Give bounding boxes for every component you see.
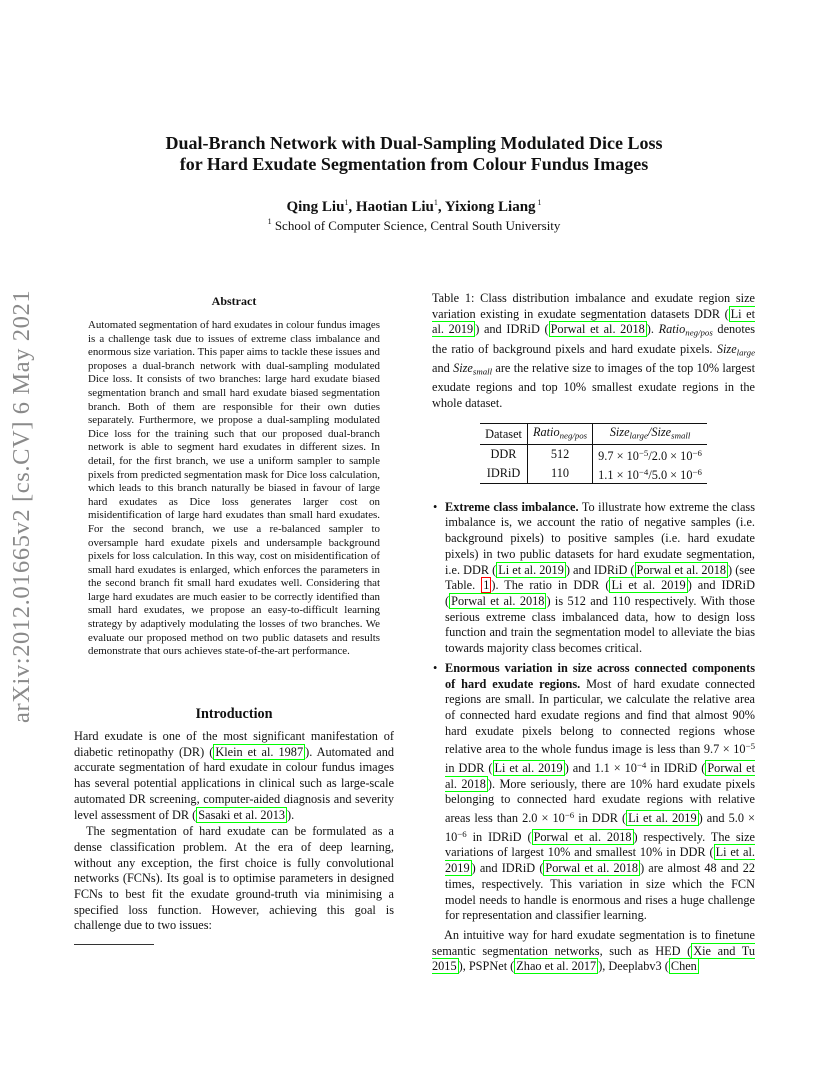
author-separator: , bbox=[437, 199, 445, 215]
text-run: small bbox=[472, 366, 493, 377]
list-item bbox=[432, 500, 755, 657]
citation-link[interactable]: Li et al. 2019 bbox=[445, 845, 756, 876]
text-run: Ratio bbox=[658, 322, 686, 337]
text-run: ). More seriously, there are 10% hard exudate pixels belonging to connected hard exudate regions with relative areas less than 2.0 × 10 bbox=[445, 776, 755, 826]
text-run: in DDR ( bbox=[445, 760, 493, 775]
text-run: /2.0 × 10 bbox=[648, 448, 693, 463]
text-run: −5 bbox=[745, 741, 755, 752]
text-run: Most of hard exudate connected regions are small. In particular, we calculate the relative area of connected hard exudate regions and find that almost 90% hard exudate pixels belong to connected regions whose relative area to the whole fundus image is less than 9.7 × 10 bbox=[445, 676, 755, 757]
text-run: ), Deeplabv3 ( bbox=[598, 959, 669, 974]
citation-link[interactable]: Li et al. 2019 bbox=[432, 306, 755, 337]
author-separator: , bbox=[348, 199, 356, 215]
right-column bbox=[432, 291, 755, 975]
text-run: ) are almost 48 and 22 times, respectively. This variation in size which the FCN model needs to handle is enormous and rises a huge challenge for representation and classifier learning. bbox=[445, 861, 755, 923]
table-cell bbox=[593, 464, 707, 483]
text-run: Extreme class imbalance. bbox=[445, 499, 579, 514]
table-header-row bbox=[480, 424, 707, 444]
abstract-heading: Abstract bbox=[211, 294, 257, 308]
text-run: DDR bbox=[490, 447, 517, 462]
table-row bbox=[480, 444, 707, 463]
citation-link[interactable]: Porwal et al. 2018 bbox=[451, 593, 545, 608]
text-run: in IDRiD ( bbox=[466, 829, 532, 844]
text-run: −4 bbox=[636, 760, 647, 770]
table-cell bbox=[480, 464, 527, 483]
footnote-rule bbox=[74, 944, 154, 945]
text-run: Size bbox=[716, 341, 737, 356]
citation-link[interactable]: Xie and Tu 2015 bbox=[432, 943, 755, 974]
text-run: large bbox=[736, 347, 755, 358]
text-run: Ratio bbox=[532, 425, 560, 440]
abstract-text: Automated segmentation of hard exudates in colour fundus images is a challenge task due to issues of extreme class imbalance and enormous size variation. This paper aims to tackle these issues and proposes a dual-branch network with dual-sampling modulated Dice loss. It consists of two branches: large hard exudate biased segmentation branch and small hard exudate biased segmentation branch. Both of them are responsible for their own duties separately. Furthermore, we propose a dual-sampling modulated Dice loss for the training such that our proposed dual-branch network is able to segment hard exudates in different sizes. In detail, for the first branch, we use a uniform sampler to sample pixels from predicted segmentation mask for Dice loss calculation, which leads to this branch naturally be biased in favour of large hard exudates as Dice loss generates larger cost on misidentification of large hard exudates than small hard exudates. For the second branch, we use a re-balanced sampler to oversample hard exudate pixels and undersample background pixels for loss calculation. In this way, cost on misidentification of small hard exudates is enlarged, which enforces the parameters in the second branch fit small hard exudates well. Considering that large hard exudates are much easier to be correctly identified than small hard exudates, we propose an easy-to-difficult learning strategy by adaptively modulating the losses of two branches. We evaluate our proposed method on two public datasets and results demonstrate that ours achieves state-of-the-art performance. bbox=[88, 319, 380, 658]
citation-link[interactable]: Li et al. 2019 bbox=[628, 811, 697, 826]
table-row bbox=[480, 464, 707, 483]
author-name: Qing Liu bbox=[286, 199, 345, 215]
table-cell bbox=[593, 444, 707, 463]
text-run: in IDRiD ( bbox=[646, 760, 706, 775]
citation-link[interactable]: Zhao et al. 2017 bbox=[516, 959, 597, 974]
text-run: large bbox=[629, 430, 648, 441]
citation-link[interactable]: Porwal et al. 2018 bbox=[445, 760, 755, 791]
text-run: IDRiD bbox=[486, 466, 521, 481]
text-run: To illustrate how extreme the class imbalance is, we account the ratio of negative samples (i.e. background pixels) to positive samples (i.e. hard exudate pixels) in two public datasets for hard exudate segmentation, i.e. DDR ( bbox=[445, 499, 755, 577]
text-run: ). Automated and accurate segmentation of hard exudate in colour fundus images has several potential applications in clinical such as large-scale automated DR screening, computer-aided diagnosis and severity level assessment of DR ( bbox=[74, 744, 394, 822]
text-run: neg/pos bbox=[559, 430, 588, 441]
text-run: −6 bbox=[692, 466, 702, 477]
text-run: ) is 512 and 110 respectively. With those serious extreme class imbalanced data, how to design loss function and train the segmentation model to alleviate the bias towards majority class becomes critical. bbox=[445, 593, 755, 656]
text-run: Dataset bbox=[485, 427, 522, 442]
citation-link[interactable]: Li et al. 2019 bbox=[611, 578, 686, 593]
table-reference-link[interactable]: 1 bbox=[483, 578, 490, 593]
text-run: are the relative size to images of the top 10% largest exudate regions and top 10% smallest exudate regions in the whole dataset. bbox=[432, 360, 755, 410]
text-run: −4 bbox=[638, 466, 649, 477]
author-name: Haotian Liu bbox=[355, 199, 434, 215]
text-run: and bbox=[432, 360, 454, 375]
table-cell bbox=[480, 444, 527, 463]
text-run: −5 bbox=[638, 447, 649, 458]
table-wrapper bbox=[432, 423, 755, 483]
text-run: −6 bbox=[564, 810, 575, 821]
citation-link[interactable]: Porwal et al. 2018 bbox=[636, 562, 727, 577]
citation-link[interactable]: Porwal et al. 2018 bbox=[533, 829, 632, 844]
affiliation-text: School of Computer Science, Central South University bbox=[271, 218, 561, 233]
text-run: Size bbox=[651, 425, 672, 440]
text-run: 9.7 × 10 bbox=[598, 448, 639, 463]
list-item bbox=[432, 661, 755, 924]
text-run: ), PSPNet ( bbox=[458, 959, 515, 974]
table-caption bbox=[432, 291, 755, 411]
text-run: Size bbox=[609, 425, 630, 440]
text-run: ) and IDRiD ( bbox=[445, 578, 755, 608]
text-run: ) and IDRiD ( bbox=[471, 861, 544, 876]
citation-link[interactable]: Sasaki et al. 2013 bbox=[198, 807, 286, 822]
text-run: ). bbox=[646, 322, 659, 337]
citation-link[interactable]: Li et al. 2019 bbox=[494, 760, 563, 775]
arxiv-identifier: arXiv:2012.01665v2 [cs.CV] 6 May 2021 bbox=[8, 290, 35, 724]
paragraph bbox=[432, 928, 755, 975]
text-run: ) and IDRiD ( bbox=[565, 562, 635, 577]
text-run: ) and 5.0 × 10 bbox=[445, 811, 755, 844]
affiliation-mark: 1 bbox=[267, 217, 272, 226]
text-run: / bbox=[647, 425, 652, 440]
text-run: small bbox=[671, 430, 691, 441]
introduction-heading: Introduction bbox=[195, 706, 273, 722]
affiliation bbox=[100, 214, 728, 234]
author-affiliation-mark: 1 bbox=[344, 198, 349, 207]
text-run: −6 bbox=[692, 447, 702, 458]
text-run: ). The ratio in DDR ( bbox=[491, 578, 610, 593]
citation-link[interactable]: Porwal et al. 2018 bbox=[550, 322, 645, 337]
text-run: ). bbox=[287, 807, 295, 822]
introduction-body bbox=[74, 729, 394, 934]
intro-paragraph-2: The segmentation of hard exudate can be formulated as a dense classification problem. At the era of deep learning, without any exception, the first choice is fully convolutional networks (FCNs). Its goal is to optimise parameters in designed FCNs to best fit the exudate ground-truth via minimising a specified loss function. However, achieving this goal is challenge due to two issues: bbox=[74, 824, 394, 933]
text-run: ) and 1.1 × 10 bbox=[564, 760, 637, 775]
text-run: Size bbox=[453, 360, 473, 375]
dataset-statistics-table bbox=[480, 423, 707, 483]
text-run: denotes the ratio of background pixels and hard exudate pixels. bbox=[432, 322, 755, 356]
text-run: 1.1 × 10 bbox=[598, 467, 639, 482]
text-run: ) respectively. The size variations of largest 10% and smallest 10% in DDR ( bbox=[445, 829, 756, 860]
text-run: in DDR ( bbox=[574, 811, 627, 826]
intro-paragraph-1 bbox=[74, 729, 394, 823]
text-run: Table 1: Class distribution imbalance and exudate region size variation existing in exudate segmentation datasets DDR ( bbox=[432, 291, 755, 321]
citation-link[interactable]: Chen bbox=[670, 959, 697, 974]
challenge-list bbox=[432, 500, 755, 924]
title-line-2: for Hard Exudate Segmentation from Colour Fundus Images bbox=[179, 154, 649, 174]
text-run: −6 bbox=[457, 828, 467, 839]
table-cell bbox=[527, 444, 592, 463]
paper-title bbox=[100, 133, 728, 175]
text-run: /5.0 × 10 bbox=[648, 467, 693, 482]
author-affiliation-mark: 1 bbox=[433, 198, 438, 207]
table-header-cell bbox=[480, 424, 527, 444]
text-run: 110 bbox=[551, 466, 570, 481]
text-run: Enormous variation in size across connected components of hard exudate regions. bbox=[445, 660, 755, 691]
text-run: An intuitive way for hard exudate segmentation is to finetune semantic segmentation networks, such as HED ( bbox=[432, 927, 755, 958]
citation-link[interactable]: Porwal et al. 2018 bbox=[545, 861, 639, 876]
author-list bbox=[100, 194, 728, 216]
text-run: Hard exudate is one of the most significant manifestation of diabetic retinopathy (DR) ( bbox=[74, 729, 394, 759]
title-line-1: Dual-Branch Network with Dual-Sampling Modulated Dice Loss bbox=[165, 133, 663, 153]
text-run: ) (see Table. bbox=[445, 562, 755, 593]
text-run: ) and IDRiD ( bbox=[475, 322, 549, 337]
author-name: Yixiong Liang bbox=[444, 199, 536, 215]
table-cell bbox=[527, 464, 592, 483]
table-header-cell bbox=[593, 424, 707, 444]
text-run: neg/pos bbox=[685, 327, 713, 338]
table-header-cell bbox=[527, 424, 592, 444]
citation-link[interactable]: Li et al. 2019 bbox=[498, 562, 564, 577]
author-affiliation-mark: 1 bbox=[535, 198, 542, 207]
text-run: 512 bbox=[550, 447, 570, 462]
citation-link[interactable]: Klein et al. 1987 bbox=[215, 744, 304, 759]
